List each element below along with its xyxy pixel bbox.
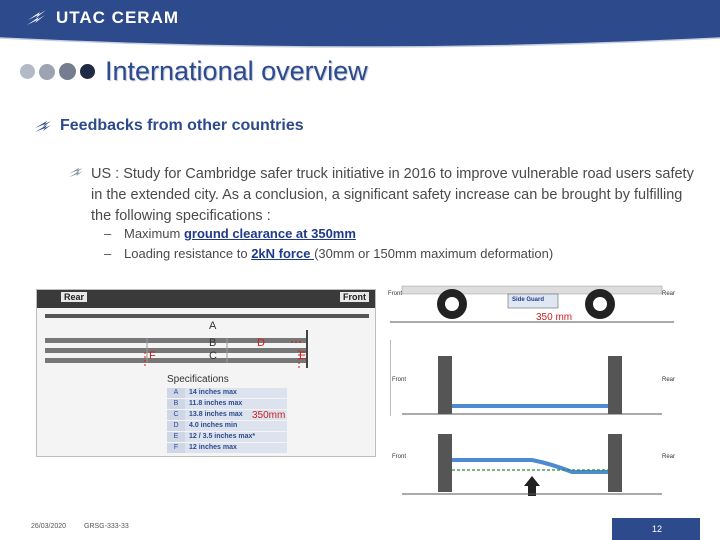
bullet-arrow-icon — [34, 119, 52, 133]
dimension-labels — [37, 308, 377, 378]
dim-label-a: A — [209, 320, 217, 332]
logo-mark-icon — [26, 8, 48, 28]
logo-text: UTAC CERAM — [56, 8, 180, 27]
side-guard-label: Side Guard — [512, 297, 545, 303]
footer-reference: GRSG-333-33 — [84, 523, 129, 530]
title-dots-icon — [20, 63, 95, 80]
footer-date: 26/03/2020 — [31, 523, 67, 530]
front-label: Front — [340, 292, 369, 302]
deflection-diagram — [382, 282, 682, 522]
mid-rear-label: Rear — [662, 377, 676, 383]
force-highlight: 2kN force — [251, 246, 315, 261]
spec-title: Specifications — [167, 374, 229, 385]
dim-label-f: F — [149, 350, 156, 362]
spec-row: A 14 inches max — [167, 388, 287, 398]
spec-row: B 11.8 inches max — [167, 399, 287, 409]
bullet-us-study: US : Study for Cambridge safer truck initiative in 2016 to improve vulnerable road users safety in the extended city. As a conclusion, a significant safety increase can be brought by fulfilling the following specifications : — [91, 166, 694, 224]
dim-label-d: D — [257, 337, 265, 349]
mid-front-label: Front — [392, 377, 407, 383]
title-row — [20, 56, 368, 87]
top-front-label: Front — [388, 291, 403, 297]
diagram-header-strip — [37, 290, 375, 308]
ground-clearance-annotation-right: 350 mm — [536, 312, 573, 323]
sub-bullet-clearance: – Maximum ground clearance at 350mm — [104, 226, 356, 241]
dim-label-e: E — [299, 350, 307, 362]
rear-label: Rear — [61, 292, 87, 302]
header-curve — [0, 30, 720, 54]
bottom-front-label: Front — [392, 454, 407, 460]
utac-logo — [26, 8, 179, 28]
bottom-rear-label: Rear — [662, 454, 676, 460]
sub-bullet-loading: – Loading resistance to 2kN force (30mm or 150mm maximum deformation) — [104, 246, 554, 261]
spec-row: F 12 inches max — [167, 443, 287, 453]
top-rear-label: Rear — [662, 291, 676, 297]
clearance-highlight: ground clearance at 350mm — [183, 226, 356, 241]
side-guard-diagram — [36, 289, 376, 457]
spec-row: D 4.0 inches min — [167, 421, 287, 431]
slide-title: International overview — [105, 56, 368, 86]
dim-label-c: C — [209, 350, 217, 362]
truck-drawing — [382, 282, 682, 522]
ground-clearance-annotation-left: 350mm — [252, 410, 286, 421]
bullet-feedbacks: Feedbacks from other countries — [60, 117, 304, 134]
spec-row: E 12 / 3.5 inches max* — [167, 432, 287, 442]
spec-row: C 13.8 inches max — [167, 410, 287, 420]
page-number: 12 — [652, 524, 663, 534]
bullet-arrow-icon — [68, 166, 84, 178]
dim-label-b: B — [209, 337, 217, 349]
